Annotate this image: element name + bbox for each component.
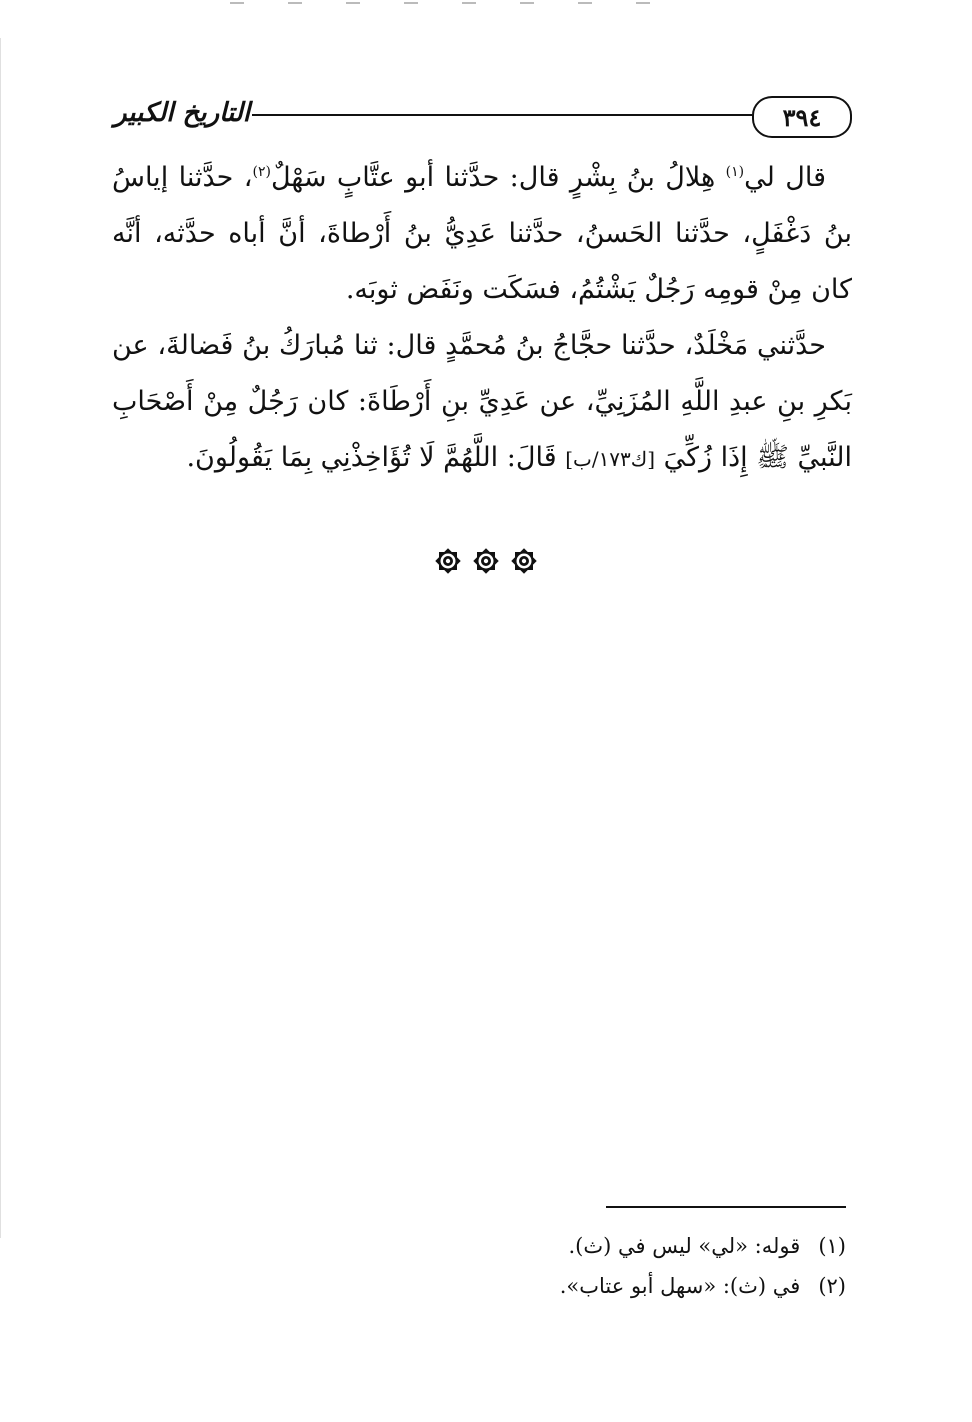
paragraph-2 (112, 318, 852, 487)
top-scan-marks (230, 2, 650, 10)
footnotes (300, 1226, 846, 1306)
footnote-ref-1: (١) (725, 164, 745, 180)
book-title: التاريخ الكبير (113, 98, 251, 128)
footnote-number: (١) (818, 1234, 846, 1258)
left-margin-rule (0, 38, 1, 1238)
p1-text-a: قال لي (744, 162, 826, 193)
rosette-ornament-icon (509, 546, 539, 576)
footnote-separator (606, 1206, 846, 1208)
header-rule (252, 114, 752, 116)
p2-text-b: قَالَ: اللَّهُمَّ لَا تُؤَاخِذْنِي بِمَا يَقُولُونَ. (186, 442, 566, 473)
paragraph-1 (112, 150, 852, 318)
rosette-ornament-icon (433, 546, 463, 576)
running-header (112, 96, 852, 136)
page-number: ٣٩٤ (752, 96, 852, 138)
footnote-1 (300, 1226, 846, 1266)
rosette-ornament-icon (471, 546, 501, 576)
section-ornaments (0, 546, 972, 576)
p1-text-c: ، حدَّثنا إياسُ بنُ دَغْفَلٍ، حدَّثنا الحَسنُ، حدَّثنا عَدِيُّ بنُ أَرْطاةَ، أنَّ أباه حدَّثه، أنَّه كان مِنْ قومِه رَجُلٌ يَشْتُمُ، فسَكَت ونَفَض ثوبَه. (112, 162, 852, 305)
footnote-ref-2: (٢) (252, 164, 271, 180)
footnote-text: قوله: «لي» ليس في (ث). (568, 1234, 801, 1258)
p2-text-a: حدَّثني مَخْلَدٌ، حدَّثنا حجَّاجُ بنُ مُحمَّدٍ قال: ثنا مُبارَكُ بنُ فَضالةَ، عن بَكرِ بنِ عبدِ اللَّهِ المُزَنِيِّ، عن عَدِيِّ بنِ أَرْطَاةَ: كان رَجُلٌ مِنْ أَصْحَابِ النَّبيِّ ﷺ إِذَا زُكِّيَ (112, 330, 852, 473)
footnote-text: في (ث): «سهل أبو عتاب». (559, 1274, 801, 1298)
footnote-number: (٢) (818, 1274, 846, 1298)
p1-text-b: هِلالُ بنُ بِشْرٍ قال: حدَّثنا أبو عتَّابٍ سَهْلٌ (270, 162, 726, 193)
main-text (112, 150, 852, 487)
footnote-2 (300, 1266, 846, 1306)
manuscript-ref: [ك١٧٣/ب] (565, 447, 656, 471)
